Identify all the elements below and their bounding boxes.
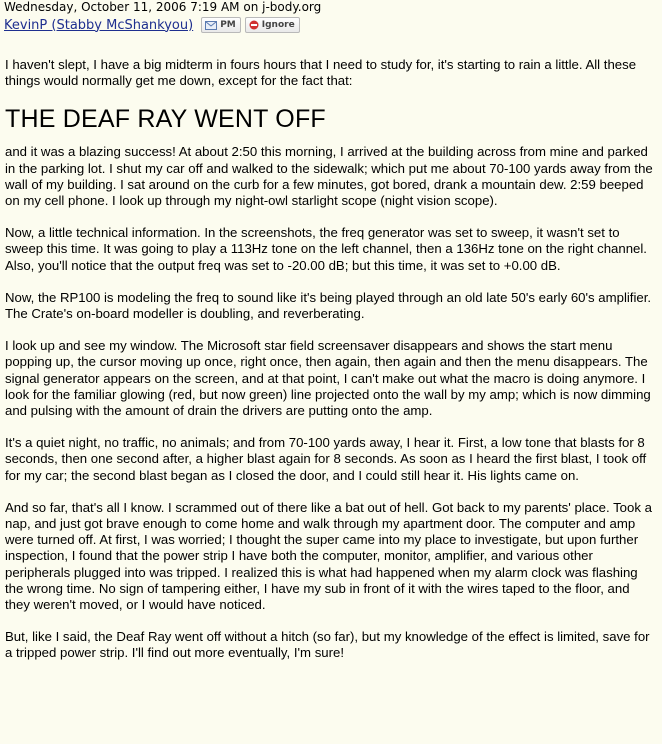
post-paragraph: And so far, that's all I know. I scrammed out of there like a bat out of hell. Got back to my parents' place. Took a nap, and just got brave enough to come home and walk through my apartment door. The computer and amp were turned off. At first, I was worried; I thought the super came into my place to investigate, but upon further inspection, I found that the power strip I have both the computer, monitor, amplifier, and various other peripherals plugged into was tripped. I realized this is what had happened when my alarm clock was flashing the wrong time. No sign of tampering either, I have my sub in front of it with the wires taped to the floor, and they weren't moved, or I would have noticed.	[5, 499, 652, 613]
post-paragraph: Now, a little technical information. In the screenshots, the freq generator was set to sweep, it wasn't set to sweep this time. It was going to play a 113Hz tone on the left channel, then a 136Hz tone on the right channel. Also, you'll notice that the output freq was set to -20.00 dB; but this time, it was set to +0.00 dB.	[5, 225, 647, 273]
post-paragraph: and it was a blazing success! At about 2:50 this morning, I arrived at the building across from mine and parked in the parking lot. I shut my car off and walked to the sidewalk; which put me about 70-100 yards away from the wall of my building. I sat around on the curb for a few minutes, got bored, drank a mountain dew. 2:59 beeped on my cell phone. I look up through my night-owl starlight scope (night vision scope).	[5, 144, 653, 209]
post-body	[5, 57, 655, 678]
post-header	[4, 0, 654, 34]
ignore-button[interactable]	[245, 17, 300, 33]
post-paragraph: Now, the RP100 is modeling the freq to sound like it's being played through an old late 50's early 60's amplifier. The Crate's on-board modeller is doubling, and reverberating.	[5, 289, 652, 322]
pm-button-label: PM	[220, 20, 236, 30]
post-paragraph: It's a quiet night, no traffic, no animals; and from 70-100 yards away, I hear it. First, a low tone that blasts for 8 seconds, then one second after, a higher blast again for 8 seconds. As soon as I heard the first blast, I took off for my car; the second blast began as I closed the door, and I could still hear it. His lights came on.	[5, 435, 647, 483]
post-paragraph: But, like I said, the Deaf Ray went off without a hitch (so far), but my knowledge of the effect is limited, save for a tripped power strip. I'll find out more eventually, I'm sure!	[5, 629, 650, 661]
author-line	[4, 16, 654, 34]
pm-button[interactable]	[201, 17, 241, 33]
post-paragraph: I look up and see my window. The Microsoft star field screensaver disappears and shows the start menu popping up, the cursor moving up once, right once, then again, then again and then the menu disappears. The signal generator appears on the screen, and at that point, I can't make out what the macro is doing anymore. I look for the familiar glowing (red, but now green) line projected onto the wall by my amp; which is now dimming and pulsing with the amount of drain the drivers are putting onto the amp.	[5, 338, 651, 419]
post-date: Wednesday, October 11, 2006 7:19 AM	[4, 0, 240, 14]
no-entry-icon	[249, 20, 259, 30]
ignore-button-label: Ignore	[261, 20, 295, 30]
post-meta	[4, 0, 654, 15]
post-intro: I haven't slept, I have a big midterm in fours hours that I need to study for, it's starting to rain a little. All these things would normally get me down, except for the fact that:	[5, 57, 637, 89]
post-on-label: on	[243, 0, 259, 14]
post-site: j-body.org	[262, 0, 322, 14]
post-headline: THE DEAF RAY WENT OFF	[5, 105, 326, 134]
author-name-link[interactable]: KevinP (Stabby McShankyou)	[4, 17, 194, 33]
envelope-icon	[205, 21, 217, 30]
